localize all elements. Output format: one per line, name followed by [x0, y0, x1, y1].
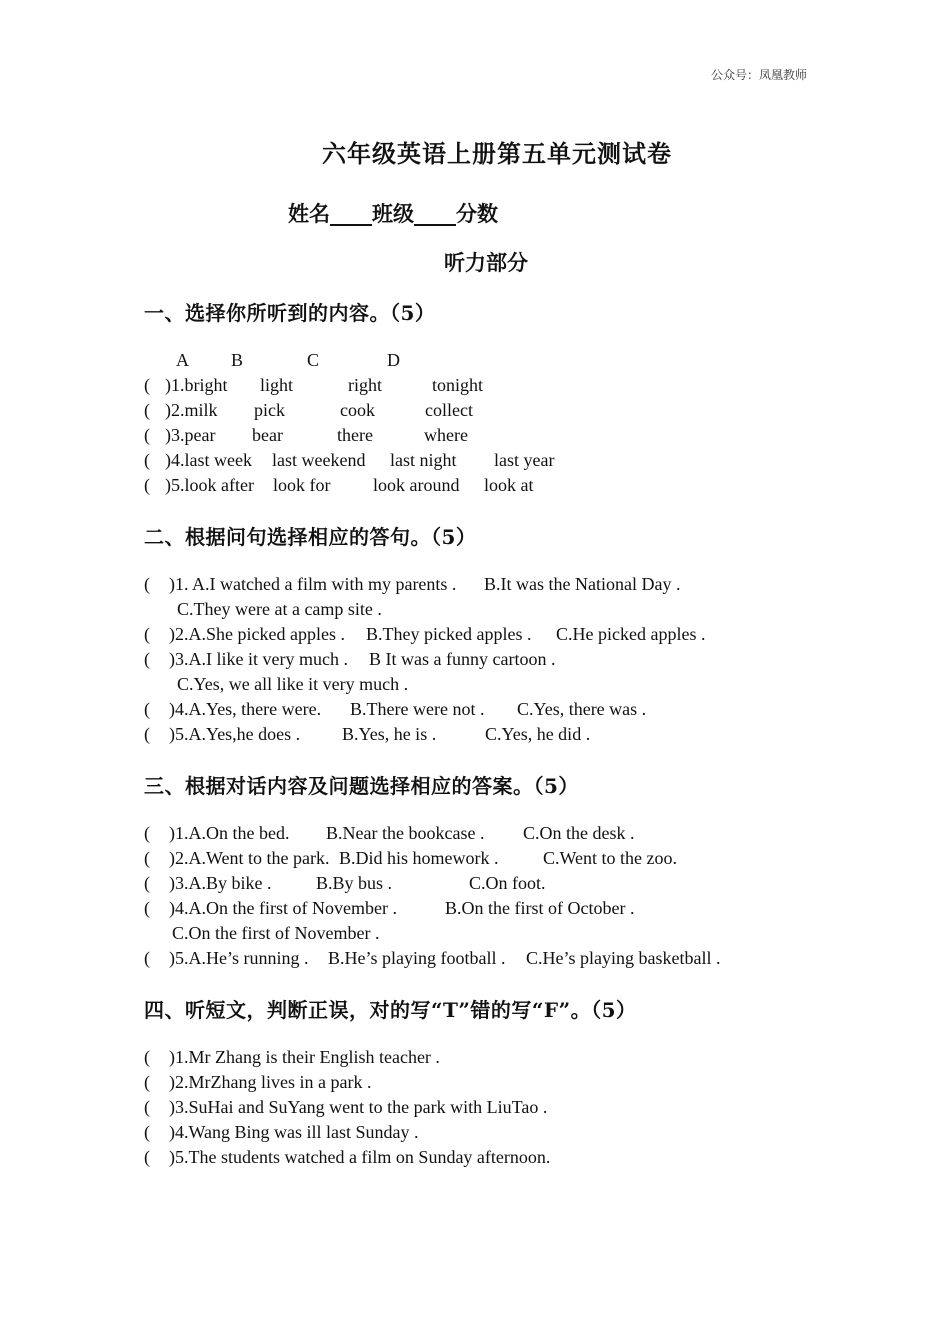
section1-row	[0, 473, 950, 498]
line-text: C.On foot.	[469, 873, 546, 893]
line-text: )2.MrZhang lives in a park .	[169, 1072, 372, 1092]
answer-paren[interactable]: (	[144, 873, 150, 893]
section1-row	[0, 398, 950, 423]
line-text: B.Yes, he is .	[342, 724, 437, 744]
question-option-b: bear	[252, 425, 283, 445]
line-text: )3.A.I like it very much .	[169, 649, 348, 669]
question-option-a: )4.last week	[165, 450, 252, 470]
answer-paren[interactable]: (	[144, 1072, 150, 1092]
question-option-d: tonight	[432, 375, 484, 395]
line-text: )3.SuHai and SuYang went to the park with LiuTao .	[169, 1097, 548, 1117]
answer-paren[interactable]: (	[144, 475, 150, 495]
line-text: C.He’s playing basketball .	[526, 948, 721, 968]
line-text: B.Near the bookcase .	[326, 823, 485, 843]
line-text: B It was a funny cartoon .	[369, 649, 556, 669]
line-text: C.On the first of November .	[172, 923, 380, 943]
line-text: C.Went to the zoo.	[543, 848, 678, 868]
section2-heading: 二、根据问句选择相应的答句。（5）	[144, 525, 477, 549]
section3-line	[0, 871, 950, 896]
line-text: )5.A.He’s running .	[169, 948, 309, 968]
question-option-c: look around	[373, 475, 460, 495]
section2-line	[0, 622, 950, 647]
line-text: )1. A.I watched a film with my parents .	[169, 574, 457, 594]
line-text: )5.A.Yes,he does .	[169, 724, 301, 744]
answer-paren[interactable]: (	[144, 823, 150, 843]
section3-line	[0, 821, 950, 846]
section4-line	[0, 1070, 950, 1095]
listening-part-title: 听力部分	[444, 250, 528, 275]
section1-row	[0, 423, 950, 448]
line-text: C.He picked apples .	[556, 624, 706, 644]
line-text: B.There were not .	[350, 699, 485, 719]
line-text: )4.A.On the first of November .	[169, 898, 397, 918]
question-option-d: where	[424, 425, 468, 445]
answer-paren[interactable]: (	[144, 375, 150, 395]
line-text: )2.A.She picked apples .	[169, 624, 345, 644]
line-text: )3.A.By bike .	[169, 873, 272, 893]
section4-heading: 四、听短文，判断正误，对的写“T”错的写“F”。（5）	[144, 998, 637, 1022]
answer-paren[interactable]: (	[144, 1122, 150, 1142]
answer-paren[interactable]: (	[144, 699, 150, 719]
line-text: )1.A.On the bed.	[169, 823, 290, 843]
section1-column-headers	[0, 348, 950, 373]
header-note: 公众号：凤凰教师	[711, 68, 808, 82]
section4-line	[0, 1095, 950, 1120]
column-header-a: A	[176, 350, 189, 370]
section3-line	[0, 946, 950, 971]
question-option-b: pick	[254, 400, 285, 420]
line-text: C.Yes, we all like it very much .	[177, 674, 409, 694]
line-text: B.He’s playing football .	[328, 948, 506, 968]
section2-line	[0, 572, 950, 597]
line-text: )1.Mr Zhang is their English teacher .	[169, 1047, 440, 1067]
answer-paren[interactable]: (	[144, 624, 150, 644]
section4-line	[0, 1120, 950, 1145]
question-option-c: cook	[340, 400, 375, 420]
answer-paren[interactable]: (	[144, 948, 150, 968]
section2-line	[0, 597, 950, 622]
line-text: B.By bus .	[316, 873, 393, 893]
line-text: )2.A.Went to the park.	[169, 848, 330, 868]
answer-paren[interactable]: (	[144, 649, 150, 669]
section4-line	[0, 1045, 950, 1070]
answer-paren[interactable]: (	[144, 450, 150, 470]
question-option-c: there	[337, 425, 373, 445]
answer-paren[interactable]: (	[144, 848, 150, 868]
section1-row	[0, 373, 950, 398]
answer-paren[interactable]: (	[144, 1047, 150, 1067]
question-option-b: light	[260, 375, 294, 395]
line-text: B.On the first of October .	[445, 898, 635, 918]
section4-line	[0, 1145, 950, 1170]
line-text: B.It was the National Day .	[484, 574, 681, 594]
question-option-d: look at	[484, 475, 534, 495]
answer-paren[interactable]: (	[144, 574, 150, 594]
section3-line	[0, 921, 950, 946]
question-option-a: )2.milk	[165, 400, 218, 420]
column-header-d: D	[387, 350, 400, 370]
question-option-a: )3.pear	[165, 425, 216, 445]
question-option-b: look for	[273, 475, 331, 495]
question-option-a: )1.bright	[165, 375, 228, 395]
student-info-line: 姓名____班级____分数	[288, 201, 498, 226]
line-text: )4.Wang Bing was ill last Sunday .	[169, 1122, 419, 1142]
question-option-d: last year	[494, 450, 555, 470]
line-text: )4.A.Yes, there were.	[169, 699, 322, 719]
section2-line	[0, 722, 950, 747]
line-text: C.Yes, he did .	[485, 724, 591, 744]
line-text: )5.The students watched a film on Sunday afternoon.	[169, 1147, 551, 1167]
page-title: 六年级英语上册第五单元测试卷	[322, 139, 672, 168]
column-header-b: B	[231, 350, 244, 370]
line-text: B.They picked apples .	[366, 624, 532, 644]
section3-line	[0, 846, 950, 871]
answer-paren[interactable]: (	[144, 1147, 150, 1167]
section2-line	[0, 697, 950, 722]
question-option-a: )5.look after	[165, 475, 254, 495]
line-text: C.They were at a camp site .	[177, 599, 382, 619]
question-option-b: last weekend	[272, 450, 366, 470]
section1-heading: 一、选择你所听到的内容。（5）	[144, 301, 436, 325]
question-option-d: collect	[425, 400, 473, 420]
section3-line	[0, 896, 950, 921]
question-option-c: last night	[390, 450, 457, 470]
section2-line	[0, 672, 950, 697]
answer-paren[interactable]: (	[144, 724, 150, 744]
section3-heading: 三、根据对话内容及问题选择相应的答案。（5）	[144, 774, 579, 798]
section2-line	[0, 647, 950, 672]
answer-paren[interactable]: (	[144, 1097, 150, 1117]
answer-paren[interactable]: (	[144, 400, 150, 420]
line-text: C.Yes, there was .	[517, 699, 647, 719]
line-text: C.On the desk .	[523, 823, 635, 843]
question-option-c: right	[348, 375, 382, 395]
section1-row	[0, 448, 950, 473]
column-header-c: C	[307, 350, 320, 370]
answer-paren[interactable]: (	[144, 898, 150, 918]
answer-paren[interactable]: (	[144, 425, 150, 445]
line-text: B.Did his homework .	[339, 848, 499, 868]
